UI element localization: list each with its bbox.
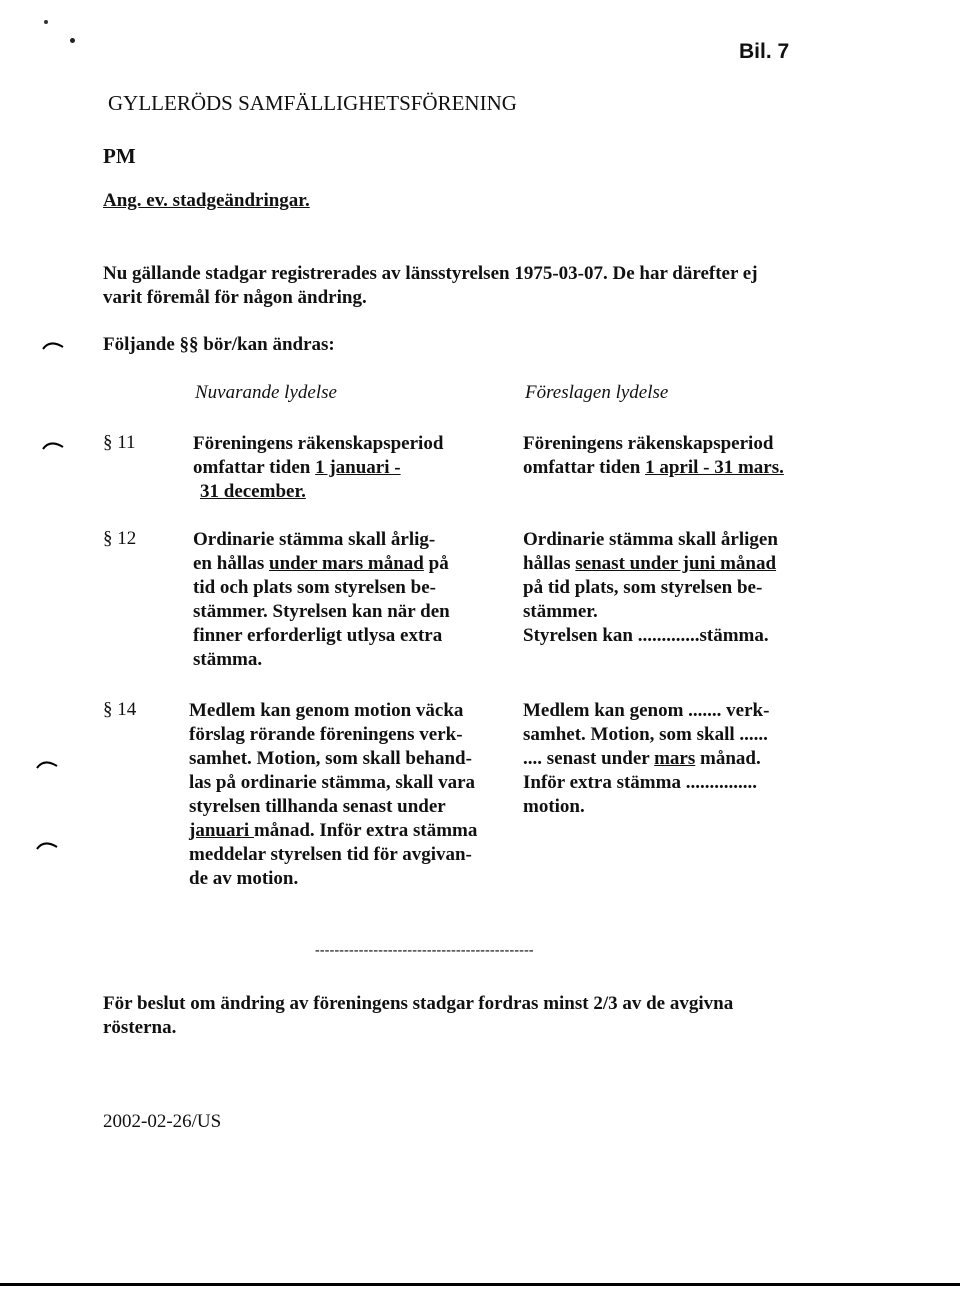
subject: Ang. ev. stadgeändringar. [103,190,310,211]
margin-check-mark [42,338,64,350]
text-line: Föreningens räkenskapsperiod [523,433,774,454]
section-12-current [193,528,450,672]
text-line: på tid plats, som styrelsen be- [523,577,763,598]
attachment-label: Bil. 7 [739,40,790,63]
text-line: Ordinarie stämma skall årligen [523,529,778,550]
scan-mark-top-2 [70,38,75,43]
text-line: stämma. [193,649,263,670]
text-line: 31 december. [200,481,306,502]
organization-title: GYLLERÖDS SAMFÄLLIGHETSFÖRENING [108,91,517,115]
text-line: las på ordinarie stämma, skall vara [189,772,476,793]
text-line: tid och plats som styrelsen be- [193,577,436,598]
column-heading-proposed: Föreslagen lydelse [525,382,669,403]
separator-line: --------------------------------------------- [315,943,534,958]
margin-check-mark [36,838,58,850]
text-line: stämmer. Styrelsen kan när den [193,601,450,622]
text-line: samhet. Motion, som skall behand- [189,748,472,769]
text-line: omfattar tiden 1 april - 31 mars. [523,457,784,478]
section-14-proposed [523,699,769,819]
closing-line-2: rösterna. [103,1017,177,1038]
text-line: Föreningens räkenskapsperiod [193,433,444,454]
text-line: .... senast under mars månad. [523,748,761,769]
footer-date: 2002-02-26/US [103,1111,222,1132]
text-line: januari månad. Inför extra stämma [189,820,478,841]
following-heading: Följande §§ bör/kan ändras: [103,334,335,355]
section-12-proposed [523,528,778,648]
section-14-label: § 14 [103,699,137,720]
doc-type: PM [103,144,136,168]
section-11-current [193,432,443,504]
text-line: Medlem kan genom motion väcka [189,700,464,721]
text-line: omfattar tiden 1 januari - [193,457,401,478]
text-line: samhet. Motion, som skall ...... [523,724,768,745]
margin-check-mark [42,438,64,450]
text-line: motion. [523,796,585,817]
text-line: förslag rörande föreningens verk- [189,724,463,745]
text-line: meddelar styrelsen tid för avgivan- [189,844,472,865]
bottom-rule [0,1283,960,1286]
text-line: stämmer. [523,601,598,622]
text-line: Ordinarie stämma skall årlig- [193,529,436,550]
text-line: Inför extra stämma ............... [523,772,757,793]
text-line: styrelsen tillhanda senast under [189,796,446,817]
section-11-proposed [523,432,784,480]
section-12-label: § 12 [103,528,137,549]
text-line: finner erforderligt utlysa extra [193,625,443,646]
text-line: de av motion. [189,868,299,889]
section-14-current [189,699,477,891]
text-line: Styrelsen kan .............stämma. [523,625,769,646]
margin-check-mark [36,757,58,769]
intro-line-1: Nu gällande stadgar registrerades av länsstyrelsen 1975-03-07. De har därefter ej [103,263,758,284]
scan-mark-top [44,20,48,24]
closing-line-1: För beslut om ändring av föreningens stadgar fordras minst 2/3 av de avgivna [103,993,734,1014]
section-11-label: § 11 [103,432,136,453]
text-line: Medlem kan genom ....... verk- [523,700,770,721]
intro-line-2: varit föremål för någon ändring. [103,287,367,308]
text-line: hållas senast under juni månad [523,553,777,574]
text-line: en hållas under mars månad på [193,553,449,574]
column-heading-current: Nuvarande lydelse [195,382,337,403]
